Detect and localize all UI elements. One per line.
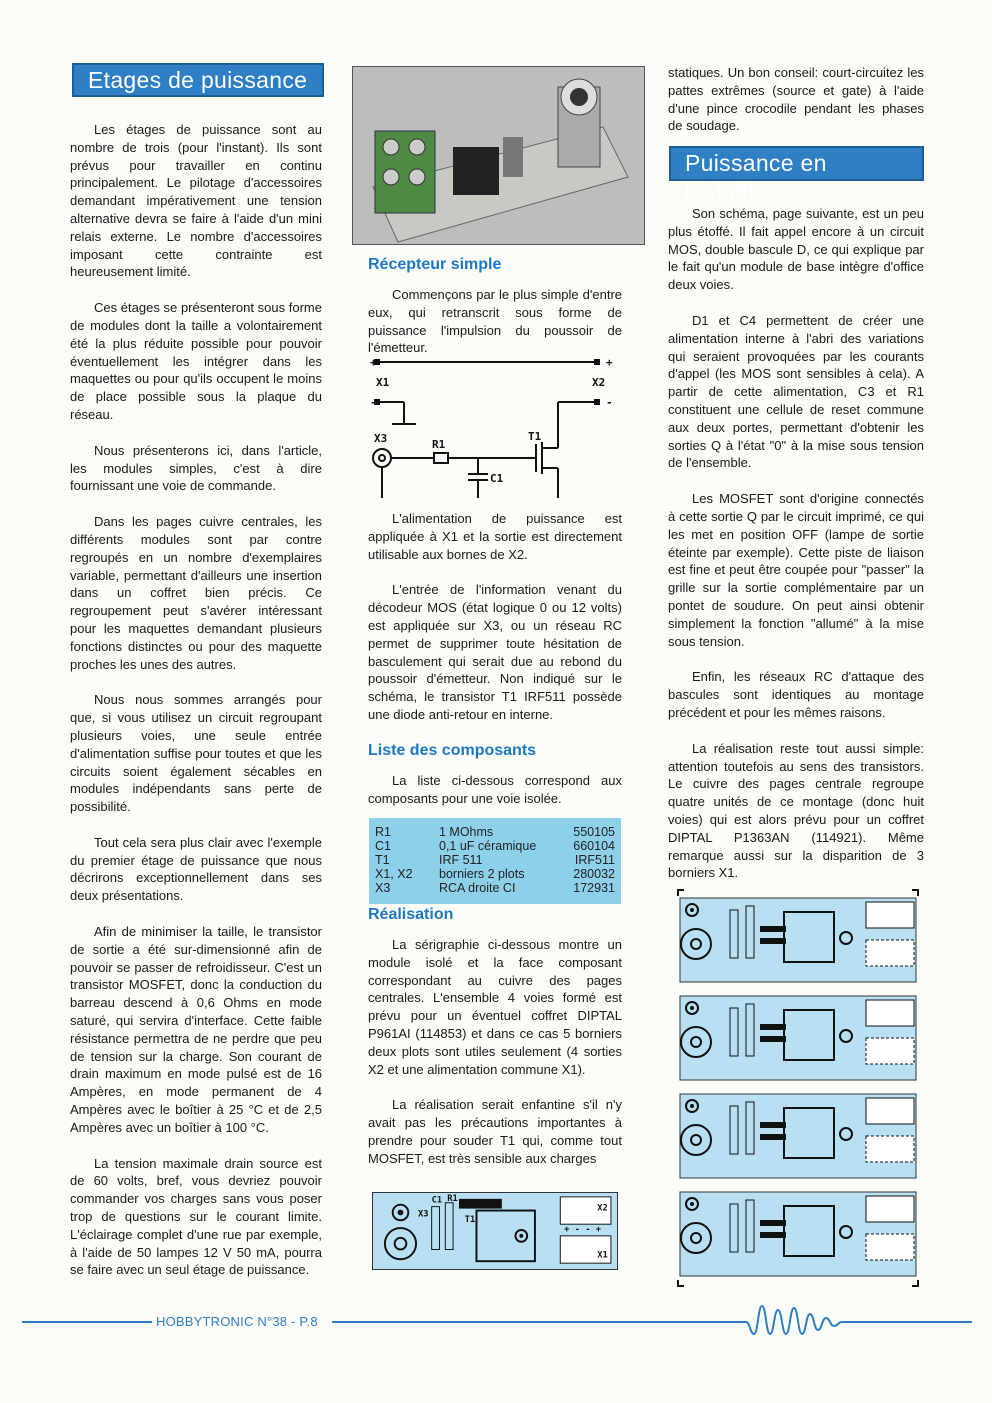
module-photo bbox=[352, 66, 645, 245]
x2-label: X2 bbox=[592, 376, 606, 389]
heading-realisation: Réalisation bbox=[368, 906, 454, 923]
paragraph: Nous nous sommes arrangés pour que, si vous utilisez un circuit regroupant plusieurs voies, une seule entrée d'alimentation suffise pour toutes et que les circuits soient également sécables en modules indépendants sans perte de possibilité. bbox=[70, 692, 322, 815]
heading-recepteur-simple: Récepteur simple bbox=[368, 256, 502, 273]
paragraph: Son schéma, page suivante, est un peu plus étoffé. Il fait appel encore à un circuit MOS, double bascule D, ce qui explique par le fait qu'un module de base intègre d'office deux voies. bbox=[668, 206, 924, 293]
paragraph: La réalisation serait enfantine s'il n'y avait pas les précautions importantes à prendre pour souder T1 qui, comme tout MOSFET, est très sensible aux charges bbox=[368, 1097, 622, 1166]
paragraph: Enfin, les réseaux RC d'attaque des bascules sont identiques au montage précédent et pour les mêmes raisons. bbox=[668, 669, 924, 720]
paragraph: D1 et C4 permettent de créer une alimentation interne à l'abri des variations qui seraient provoquées par les courants d'appel (les MOS sont sensibles à cela). A partir de cette alimentation, C3 et R1 constituent une cellule de reset commune aux deux portes, permettant d'obtenir les sorties Q à l'état "0" à la mise sous tension de l'ensemble. bbox=[668, 312, 924, 471]
svg-text:X1: X1 bbox=[597, 1250, 608, 1261]
paragraph: Dans les pages cuivre centrales, les différents modules sont par contre regroupés en un nombre d'exemplaires variable, permettant d'ailleurs une insertion dans un coffret bien précis. Ce regroupement peut s'avérer intéressant pour les maquettes demandant plusieurs fonctions distinctes ou pour des maquette proches les unes des autres. bbox=[70, 514, 322, 672]
paragraph: Afin de minimiser la taille, le transistor de sortie a été sur-dimensionné afin de pouvoir se passer de refroidisseur. C'est un transistor MOSFET, donc la conduction du barreau descend à 0,6 Ohms en mode saturé, qui servira d'interface. Cette faible résistance permettra de ne perdre que peu de tension sur la charge. Son courant de drain maximum en mode pulsé est de 16 Ampères, en mode permanent de 4 Ampères avec le boîtier à 25 °C et de 2,5 Ampères avec un boîtier à 100 °C. bbox=[70, 924, 322, 1135]
right-column-top bbox=[668, 64, 924, 153]
svg-text:X2: X2 bbox=[597, 1203, 608, 1214]
paragraph: Les MOSFET sont d'origine connectés à cette sortie Q par le circuit imprimé, ce qui les met en position OFF (lampe de sortie éteinte par exemple). Cette piste de liaison est fine et peut être coupée pour "passer" la grille sur la sortie complémentaire par un pontet de soudure. On peut ainsi obtenir simplement la fonction "allumé" à la mise sous tension. bbox=[668, 491, 924, 649]
paragraph: La tension maximale drain source est de 60 volts, bref, vous devriez pouvoir commander vos charges sans vous poser trop de questions sur le courant limite. L'éclairage complet d'une rue par exemple, à l'aide de 50 lampes 12 V 50 mA, pourra se faire avec un seul étage de puissance. bbox=[70, 1155, 322, 1278]
paragraph: Nous présenterons ici, dans l'article, les modules simples, c'est à dire fournissant une voie de commande. bbox=[70, 442, 322, 494]
svg-text:T1: T1 bbox=[464, 1215, 476, 1226]
paragraph: Commençons par le plus simple d'entre eux, qui retranscrit sous forme de puissance l'impulsion du poussoir de l'émetteur. bbox=[368, 287, 622, 356]
t1-label: T1 bbox=[528, 430, 542, 443]
paragraph: La réalisation reste tout aussi simple: attention toutefois au sens des transistors. Le cuivre des pages centrale regroupe quatre unités de ce montage (donc huit voies) qui est alors prévu pour un coffret DIPTAL P1363AN (114921). Même remarque aussi sur la disparition de 3 borniers X1. bbox=[668, 740, 924, 881]
minus-right-label: - bbox=[606, 396, 613, 409]
middle-column-2 bbox=[368, 510, 622, 825]
paragraph: statiques. Un bon conseil: court-circuitez les pattes extrêmes (source et gate) à l'aide d'une pince crocodile pendant les phases de soudage. bbox=[668, 65, 924, 134]
paragraph: L'entrée de l'information venant du décodeur MOS (état logique 0 ou 12 volts) est appliquée sur X3, ou un réseau RC permet de supprimer toute hésitation de basculement qui serait due au rebond du poussoir d'émetteur. Non indiqué sur le schéma, le transistor T1 IRF511 possède une diode anti-retour en interne. bbox=[368, 582, 622, 722]
footer-rule-mid bbox=[332, 1321, 732, 1323]
x1-label: X1 bbox=[376, 376, 390, 389]
schematic-recepteur bbox=[368, 350, 624, 500]
title-puissance-en-bistable: Puissance en bistable bbox=[669, 146, 924, 181]
x3-label: X3 bbox=[374, 432, 388, 445]
svg-text:X3: X3 bbox=[418, 1209, 429, 1220]
minus-left-label: - bbox=[370, 396, 377, 409]
svg-text:+ - - +: + - - + bbox=[564, 1224, 602, 1235]
paragraph: Ces étages se présenteront sous forme de modules dont la taille a volontairement été la plus réduite possible pour pouvoir éventuellement les intégrer dans les maquettes ou pour qu'ils occupent le moins de place possible sous la plaque du réseau. bbox=[70, 300, 322, 422]
paragraph: L'alimentation de puissance est appliquée à X1 et la sortie est directement utilisable aux bornes de X2. bbox=[368, 511, 622, 562]
heading-liste-composants: Liste des composants bbox=[368, 741, 537, 759]
pcb-quad bbox=[676, 888, 920, 1288]
title-etages-de-puissance: Etages de puissance bbox=[72, 63, 324, 97]
plus-left-label: + bbox=[370, 356, 377, 369]
svg-text:R1: R1 bbox=[447, 1193, 458, 1204]
right-column bbox=[668, 205, 924, 900]
paragraph: La sérigraphie ci-dessous montre un module isolé et la face composant correspondant au cuivre des pages centrales. L'ensemble 4 voies formé est prévu pour un éventuel coffret DIPTAL P961AI (114853) et dans ce cas 5 borniers deux plots sont utiles seulement (4 sorties X2 et une alimentation commune X1). bbox=[368, 937, 622, 1077]
left-column bbox=[70, 121, 322, 1297]
footer-text: HOBBYTRONIC N°38 - P.8 bbox=[156, 1314, 318, 1329]
footer-rule-left bbox=[22, 1321, 152, 1323]
c1-label: C1 bbox=[490, 472, 504, 485]
plus-right-label: + bbox=[606, 356, 613, 369]
middle-column-3 bbox=[368, 906, 622, 1186]
paragraph: Tout cela sera plus clair avec l'exemple du premier étage de puissance que nous décrirons exceptionnellement dans ses deux présentations. bbox=[70, 834, 322, 904]
r1-label: R1 bbox=[432, 438, 446, 451]
components-table: R1 1 MOhms 550105 C1 0,1 uF céramique 660104 T1 IRF 511 IRF511 X1, X2 borniers 2 plots 280032 X3 RCA droite CI 172931 bbox=[369, 818, 621, 904]
paragraph: La liste ci-dessous correspond aux composants pour une voie isolée. bbox=[368, 772, 622, 806]
svg-text:C1: C1 bbox=[431, 1195, 443, 1206]
paragraph: Les étages de puissance sont au nombre de trois (pour l'instant). Ils sont prévus pour travailler en continu principalement. Le pilotage d'accessoires demandant impérativement une tension alternative devra se faire à l'aide d'un mini relais externe. Le nombre d'accessoires imposant cette contrainte est heureusement limité. bbox=[70, 122, 322, 280]
pcb-single bbox=[372, 1192, 618, 1270]
wave-icon bbox=[732, 1300, 972, 1340]
